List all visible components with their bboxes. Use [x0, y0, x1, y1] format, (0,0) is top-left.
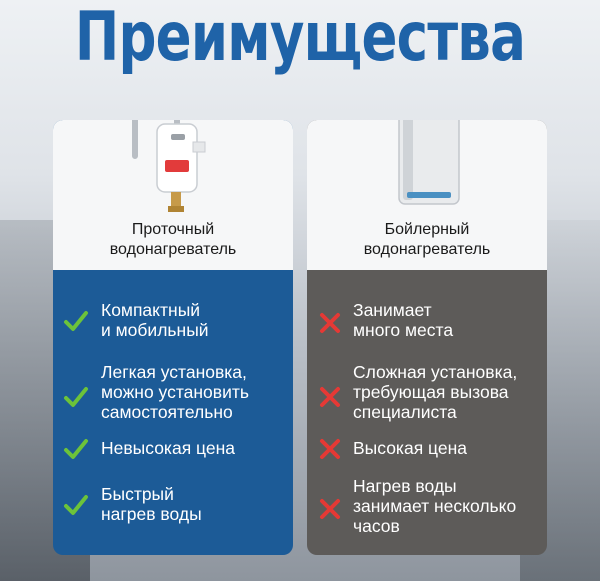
cross-icon	[317, 310, 343, 336]
page-title: Преимущества	[74, 0, 526, 77]
card-heading: Бойлерный водонагреватель	[363, 221, 491, 258]
item-text: Легкая установка, можно установить самостоятельно	[101, 362, 249, 422]
checkmark-icon	[63, 436, 89, 462]
item-text: Нагрев воды занимает несколько часов	[353, 476, 517, 536]
item-text: Быстрый нагрев воды	[101, 484, 202, 524]
item-text: Невысокая цена	[101, 438, 235, 458]
item-text: Сложная установка, требующая вызова специалиста	[353, 362, 518, 422]
faucet-image	[53, 120, 293, 220]
cross-icon	[317, 496, 343, 522]
checkmark-icon	[63, 492, 89, 518]
cross-icon	[317, 436, 343, 462]
boiler-image	[307, 120, 547, 220]
card-heading: Проточный водонагреватель	[109, 221, 237, 258]
boiler-heater-card	[307, 120, 547, 555]
item-text: Компактный и мобильный	[101, 300, 209, 340]
instant-heater-card	[53, 120, 293, 555]
item-text: Занимает много места	[353, 300, 454, 340]
checkmark-icon	[63, 308, 89, 334]
checkmark-icon	[63, 384, 89, 410]
cross-icon	[317, 384, 343, 410]
item-text: Высокая цена	[353, 438, 467, 458]
